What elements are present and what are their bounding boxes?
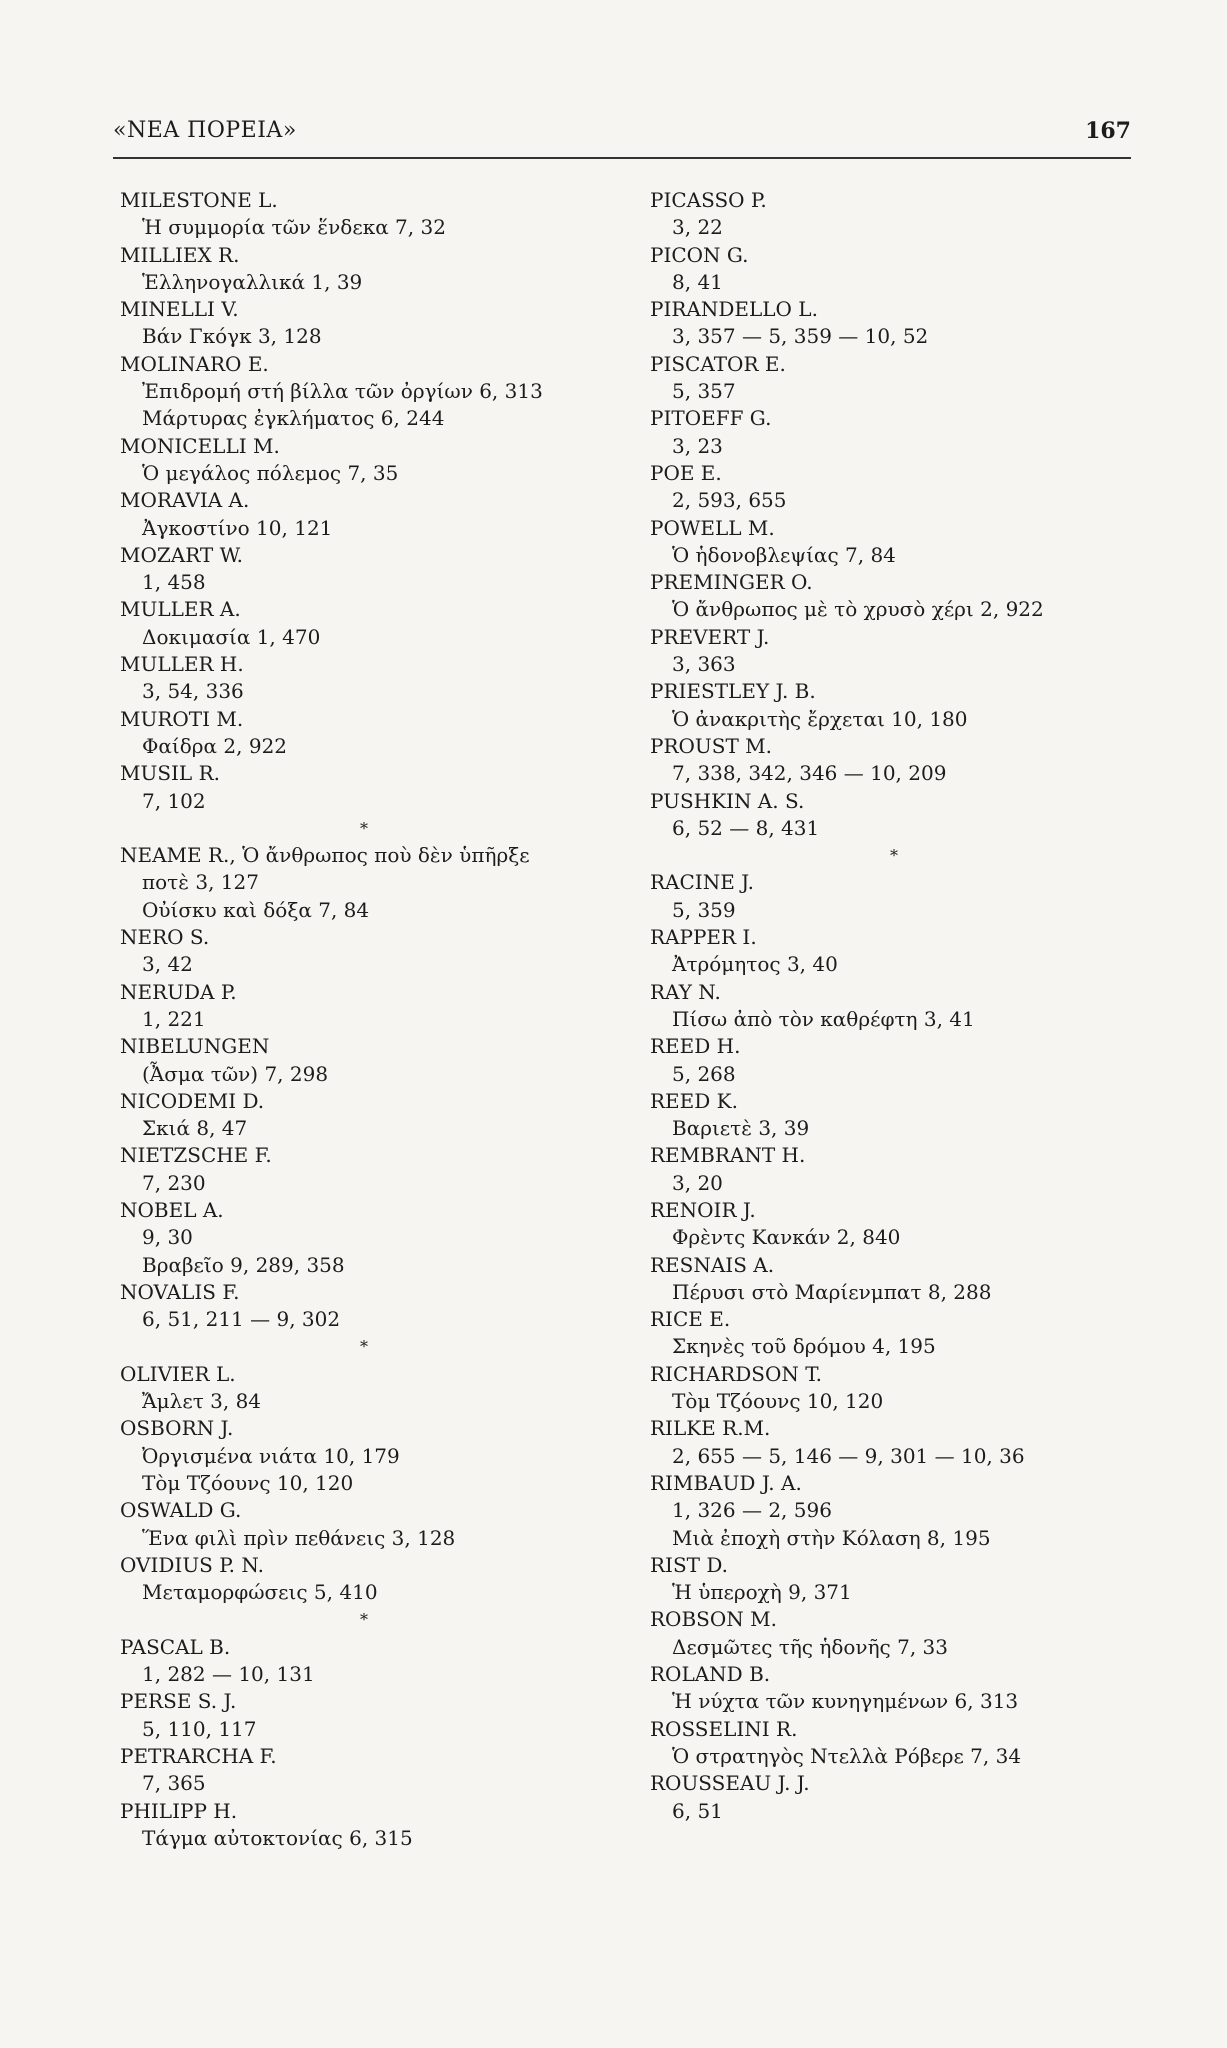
- index-author: RAY N.: [650, 979, 721, 1004]
- index-author: PROUST M.: [650, 733, 773, 758]
- index-author: NERO S.: [120, 925, 210, 950]
- index-author: POWELL M.: [650, 515, 775, 540]
- index-author: RENOIR J.: [650, 1197, 756, 1222]
- index-entry: Μάρτυρας ἐγκλήματος 6, 244: [142, 406, 445, 431]
- index-entry: 9, 30: [142, 1225, 193, 1250]
- index-author: MUSIL R.: [120, 761, 220, 786]
- index-entry: 2, 655 — 5, 146 — 9, 301 — 10, 36: [672, 1443, 1025, 1468]
- index-column-right: [650, 187, 1170, 1825]
- index-entry: 1, 221: [142, 1006, 206, 1031]
- index-entry: 2, 593, 655: [672, 488, 787, 513]
- index-author: RACINE J.: [650, 870, 754, 895]
- index-entry: 7, 230: [142, 1170, 206, 1195]
- index-author: PERSE S. J.: [120, 1689, 237, 1714]
- index-entry: Ἡ νύχτα τῶν κυνηγημένων 6, 313: [672, 1689, 1019, 1714]
- index-author: ROLAND B.: [650, 1662, 771, 1687]
- index-author: RIST D.: [650, 1552, 729, 1577]
- index-author: MOLINARO E.: [120, 351, 269, 376]
- index-entry: 3, 23: [672, 433, 723, 458]
- index-entry: Τὸμ Τζόουνς 10, 120: [142, 1470, 354, 1495]
- index-entry: Ἑλληνογαλλικά 1, 39: [142, 269, 363, 294]
- index-author: PETRARCHA F.: [120, 1743, 277, 1768]
- index-author: RICHARDSON T.: [650, 1361, 822, 1386]
- index-author: NOBEL A.: [120, 1197, 224, 1222]
- index-entry: Δεσμῶτες τῆς ἡδονῆς 7, 33: [672, 1634, 949, 1659]
- index-entry: Ὁ ἄνθρωπος μὲ τὸ χρυσὸ χέρι 2, 922: [672, 597, 1044, 622]
- index-author: PIRANDELLO L.: [650, 297, 818, 322]
- index-author: PREVERT J.: [650, 624, 770, 649]
- index-entry: Ἡ ὑπεροχὴ 9, 371: [672, 1580, 852, 1605]
- index-author: PASCAL B.: [120, 1634, 231, 1659]
- index-entry: 6, 51: [672, 1798, 723, 1823]
- index-entry: 5, 357: [672, 379, 736, 404]
- index-entry: Οὐίσκυ καὶ δόξα 7, 84: [142, 897, 370, 922]
- index-author: MORAVIA A.: [120, 488, 250, 513]
- index-entry: Ἡ συμμορία τῶν ἕνδεκα 7, 32: [142, 215, 446, 240]
- index-entry: Ὁ ἡδονοβλεψίας 7, 84: [672, 542, 896, 567]
- index-author: MONICELLI M.: [120, 433, 280, 458]
- index-entry: 7, 338, 342, 346 — 10, 209: [672, 761, 947, 786]
- index-entry: Δοκιμασία 1, 470: [142, 624, 321, 649]
- index-author: PITOEFF G.: [650, 406, 772, 431]
- index-author: MULLER A.: [120, 597, 241, 622]
- index-entry: Μιὰ ἐποχὴ στὴν Κόλαση 8, 195: [672, 1525, 991, 1550]
- index-entry: 1, 282 — 10, 131: [142, 1662, 315, 1687]
- index-entry: Τὸμ Τζόουνς 10, 120: [672, 1389, 884, 1414]
- index-entry: 3, 54, 336: [142, 679, 244, 704]
- index-entry: 5, 359: [672, 897, 736, 922]
- page-number: 167: [1085, 118, 1131, 144]
- index-entry: Σκηνὲς τοῦ δρόμου 4, 195: [672, 1334, 936, 1359]
- index-entry: Φαίδρα 2, 922: [142, 733, 288, 758]
- index-entry: Ἐπιδρομή στή βίλλα τῶν ὀργίων 6, 313: [142, 379, 543, 404]
- index-entry: ποτὲ 3, 127: [142, 870, 259, 895]
- index-author: REED K.: [650, 1088, 738, 1113]
- section-separator: *: [360, 1337, 368, 1357]
- index-author: MILESTONE L.: [120, 188, 278, 212]
- index-entry: (Ἆσμα τῶν) 7, 298: [142, 1061, 329, 1086]
- index-entry: Ὀργισμένα νιάτα 10, 179: [142, 1443, 400, 1468]
- index-entry: Βάν Γκόγκ 3, 128: [142, 324, 322, 349]
- index-author: ROBSON M.: [650, 1607, 777, 1632]
- index-author: NERUDA P.: [120, 979, 237, 1004]
- index-author: PUSHKIN A. S.: [650, 788, 805, 813]
- index-entry: 3, 357 — 5, 359 — 10, 52: [672, 324, 929, 349]
- index-entry: 8, 41: [672, 269, 723, 294]
- header-rule: [113, 157, 1131, 159]
- index-entry: Ἀτρόμητος 3, 40: [672, 952, 838, 977]
- journal-title: «ΝΕΑ ΠΟΡΕΙΑ»: [113, 118, 297, 143]
- index-entry: 1, 458: [142, 570, 206, 595]
- index-entry: Πίσω ἀπὸ τὸν καθρέφτη 3, 41: [672, 1006, 975, 1031]
- index-entry: 1, 326 — 2, 596: [672, 1498, 832, 1523]
- index-entry: Ὁ μεγάλος πόλεμος 7, 35: [142, 460, 399, 485]
- index-entry: Σκιά 8, 47: [142, 1116, 248, 1141]
- index-entry: Ὁ στρατηγὸς Ντελλὰ Ρόβερε 7, 34: [672, 1743, 1022, 1768]
- index-author: REED H.: [650, 1034, 741, 1059]
- index-author: PREMINGER O.: [650, 570, 813, 595]
- index-entry: Ὁ ἀνακριτὴς ἔρχεται 10, 180: [672, 706, 968, 731]
- index-author: RAPPER I.: [650, 925, 757, 950]
- index-entry: Ἄμλετ 3, 84: [142, 1389, 262, 1414]
- page-header: [113, 118, 1131, 152]
- index-entry: 3, 22: [672, 215, 723, 240]
- index-author: PICASSO P.: [650, 188, 767, 212]
- index-author: OSBORN J.: [120, 1416, 234, 1441]
- index-author: OSWALD G.: [120, 1498, 242, 1523]
- index-author: MILLIEX R.: [120, 242, 240, 267]
- index-author: PICON G.: [650, 242, 749, 267]
- index-column-left: [120, 187, 640, 1852]
- section-separator: *: [360, 1610, 368, 1630]
- index-entry: 7, 365: [142, 1771, 206, 1796]
- index-author: POE E.: [650, 460, 722, 485]
- index-entry: 3, 42: [142, 952, 193, 977]
- section-separator: *: [360, 818, 368, 838]
- index-author: PISCATOR E.: [650, 351, 786, 376]
- index-author: MULLER H.: [120, 652, 244, 677]
- index-author: NEAME R., Ὁ ἄνθρωπος ποὺ δὲν ὑπῆρξε: [120, 843, 530, 868]
- index-entry: Ἀγκοστίνο 10, 121: [142, 515, 333, 540]
- index-author: RICE E.: [650, 1307, 731, 1332]
- index-entry: 5, 268: [672, 1061, 736, 1086]
- index-author: RIMBAUD J. A.: [650, 1470, 802, 1495]
- index-author: NICODEMI D.: [120, 1088, 265, 1113]
- index-entry: Ἕνα φιλὶ πρὶν πεθάνεις 3, 128: [142, 1525, 456, 1550]
- index-entry: 3, 363: [672, 652, 736, 677]
- index-author: PHILIPP H.: [120, 1798, 238, 1823]
- index-entry: 5, 110, 117: [142, 1716, 257, 1741]
- index-entry: Πέρυσι στὸ Μαρίενμπατ 8, 288: [672, 1279, 992, 1304]
- index-author: NOVALIS F.: [120, 1279, 240, 1304]
- index-author: ROUSSEAU J. J.: [650, 1771, 810, 1796]
- index-entry: Βαριετὲ 3, 39: [672, 1116, 810, 1141]
- index-entry: 6, 52 — 8, 431: [672, 815, 820, 840]
- index-entry: 7, 102: [142, 788, 206, 813]
- index-author: OLIVIER L.: [120, 1361, 236, 1386]
- index-author: MOZART W.: [120, 542, 244, 567]
- index-author: PRIESTLEY J. B.: [650, 679, 816, 704]
- index-author: RILKE R.M.: [650, 1416, 771, 1441]
- index-author: REMBRANT H.: [650, 1143, 806, 1168]
- index-entry: Βραβεῖο 9, 289, 358: [142, 1252, 345, 1277]
- index-entry: Φρὲντς Κανκάν 2, 840: [672, 1225, 901, 1250]
- index-author: MUROTI M.: [120, 706, 244, 731]
- index-entry: Μεταμορφώσεις 5, 410: [142, 1580, 378, 1605]
- index-author: ROSSELINI R.: [650, 1716, 798, 1741]
- section-separator: *: [890, 846, 898, 866]
- index-author: OVIDIUS P. N.: [120, 1552, 264, 1577]
- index-author: MINELLI V.: [120, 297, 239, 322]
- index-author: NIBELUNGEN: [120, 1034, 270, 1059]
- index-author: RESNAIS A.: [650, 1252, 775, 1277]
- index-entry: 6, 51, 211 — 9, 302: [142, 1307, 341, 1332]
- index-entry: Τάγμα αὐτοκτονίας 6, 315: [142, 1825, 413, 1850]
- index-author: NIETZSCHE F.: [120, 1143, 272, 1168]
- index-entry: 3, 20: [672, 1170, 723, 1195]
